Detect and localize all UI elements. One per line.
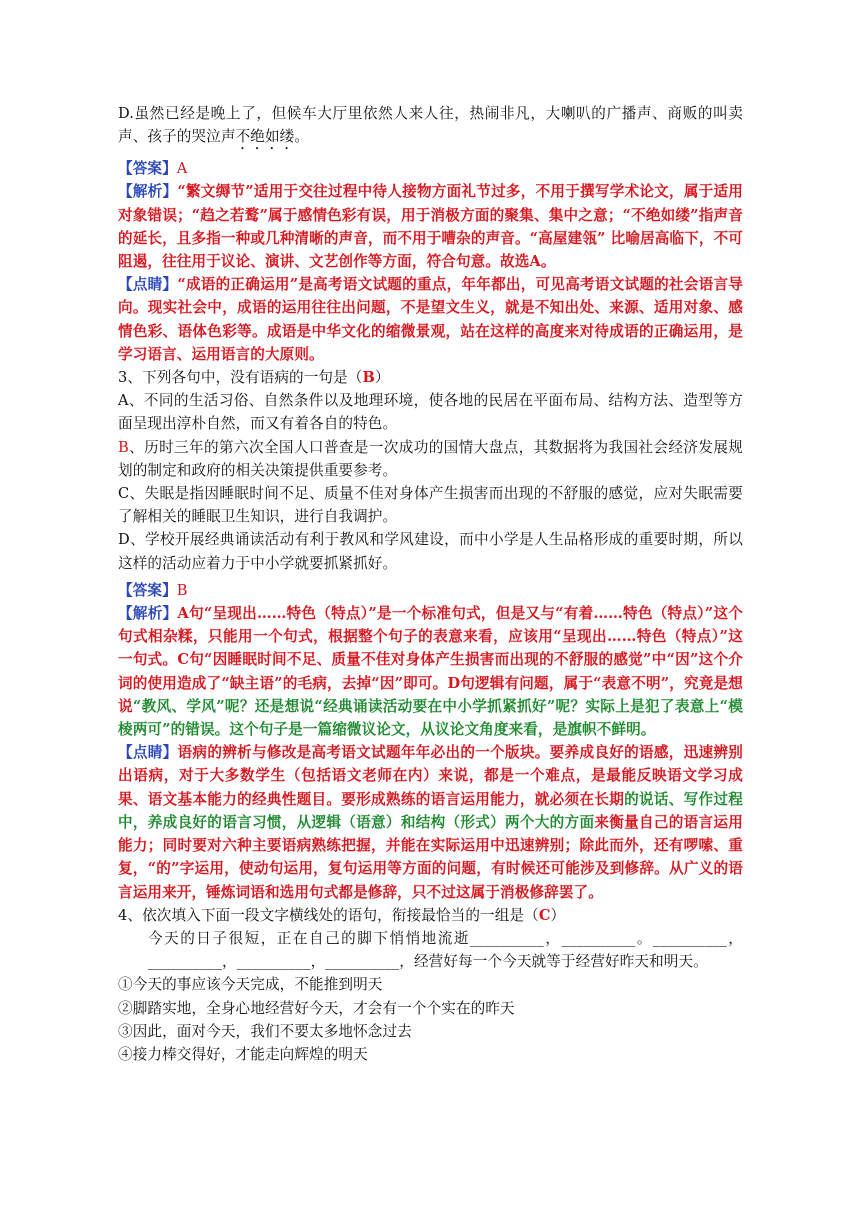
q4-item: ①今天的事应该今天完成，不能推到明天 [118,976,383,994]
stem-answer: B [362,369,375,387]
analysis-label: 【解析】 [118,605,178,623]
answer-label: 【答案】 [118,581,177,599]
q3-option-c: C、失眠是指因睡眠时间不足、质量不佳对身体产生损害而出现的不舒服的感觉，应对失眠需要了解相关的睡眠卫生知识，进行自我调护。 [118,485,743,526]
q3-option-b: B、历时三年的第六次全国人口普查是一次成功的国情大盘点，其数据将为我国社会经济发展规划的制定和政府的相关决策提供重要参考。 [118,438,743,479]
q3-option-a: A、不同的生活习俗、自然条件以及地理环境，使各地的民居在平面布局、结构方法、造型等方面呈现出淳朴自然，而又有着各自的特色。 [118,392,743,433]
tip-label: 【点睛】 [118,744,178,762]
q2-answer [118,157,743,180]
analysis-text-green: “教风、学风”呢？还是想说“经典诵读活动要在中小学抓紧抓好”呢？实际上是犯了表意上“模棱两可”的错误。这个句子是一篇缩微议论文，从议论文角度来看，是旗帜不鲜明。 [118,697,743,739]
q4-item: ③因此，面对今天，我们不要太多地怀念过去 [118,1022,412,1040]
q2-analysis [118,180,743,273]
q3-tip: 【点睛】语病的辨析与修改是高考语文试题年年必出的一个版块。要养成良好的语感，迅速辨别出语病，对于大多数学生（包括语文老师在内）来说，都是一个难点，是最能反映语文学习成果、语文基本能力的经典性题目。要形成熟练的语言运用能力，就必须在长期的说话、写作过程中，养成良好的语言习惯，从逻辑（语意）和结构（形式）两个大的方面来衡量自己的语言运用能力；同时要对六种主要语病熟练把握，并能在实际运用中迅速辨别；除此而外，还有啰嗦、重复，“的”字运用，使动句运用，复句运用等方面的问题，有时候还可能涉及到修辞。从广义的语言运用来开，锤炼词语和选用句式都是修辞，只不过这属于消极修辞罢了。 [118,744,743,901]
q3-answer [118,579,743,602]
answer-value: A [176,160,188,178]
option-b-letter: B [118,438,129,456]
q4-passage: 今天的日子很短，正在自己的脚下悄悄地流逝__________，__________。__________，__________，__________，__________，经营好每一个今天就等于经营好昨天和明天。 [148,929,743,971]
analysis-text: A句“呈现出……特色（特点）”是一个标准句式，但是又与“有着……特色（特点）”这个句式相杂糅，只能用一个句式，根据整个句子的表意来看，应该用“呈现出……特色（特点）”这一句式。C句“因睡眠时间不足、质量不佳对身体产生损害而出现的不舒服的感觉”中“因”这个介词的使用造成了“缺主语”的毛病，去掉“因”即可。D句逻辑有问题，属于“表意不明”，究竟是想说 [118,605,743,715]
option-d-line: D.虽然已经是晚上了，但候车大厅里依然人来人往，热闹非凡，大喇叭的广播声、商贩的叫卖声、孩子的哭泣声不绝如缕。 [118,105,743,146]
tip-text: “成语的正确运用”是高考语文试题的重点，年年都出，可见高考语文试题的社会语言导向。现实社会中，成语的运用往往出问题，不是望文生义，就是不知出处、来源、适用对象、感情色彩、语体色彩等。成语是中华文化的缩微景观，站在这样的高度来对待成语的正确运用，是学习语言、运用语言的大原则。 [118,276,743,363]
document-page [118,102,743,1066]
q3-analysis [118,602,743,741]
q4-item: ④接力棒交得好，才能走向辉煌的明天 [118,1045,368,1063]
q3-stem: 3、下列各句中，没有语病的一句是（B） [118,369,390,387]
stem-answer: C [538,906,551,924]
analysis-text: “繁文缛节”适用于交往过程中待人接物方面礼节过多，不用于撰写学术论文，属于适用对象错误；“趋之若鹜”属于感情色彩有误，用于消极方面的聚集、集中之意；“不绝如缕”指声音的延长，且多指一种或几种清晰的声音，而不用于嘈杂的声音。“高屋建瓴” 比喻居高临下，不可阻遏，往往用于议论、演讲、文艺创作等方面，符合句意。故选A。 [118,183,743,271]
analysis-label: 【解析】 [118,183,178,201]
q4-stem: 4、依次填入下面一段文字横线处的语句，衔接最恰当的一组是（C） [118,906,566,924]
q4-item: ②脚踏实地，全身心地经营好今天，才会有一个个实在的昨天 [118,999,515,1017]
answer-label: 【答案】 [118,160,177,178]
q3-option-d: D、学校开展经典诵读活动有利于教风和学风建设，而中小学是人生品格形成的重要时期，所以这样的活动应着力于中小学就要抓紧抓好。 [118,531,743,572]
tip-label: 【点睛】 [118,276,178,294]
dotted-idiom: 不绝如缕 [235,128,295,146]
option-d-text: D.虽然已经是晚上了，但候车大厅里依然人来人往，热闹非凡，大喇叭的广播声、商贩的叫卖声、孩子的哭泣声 [118,105,743,146]
answer-value: B [176,581,188,599]
q2-tip [118,273,743,366]
